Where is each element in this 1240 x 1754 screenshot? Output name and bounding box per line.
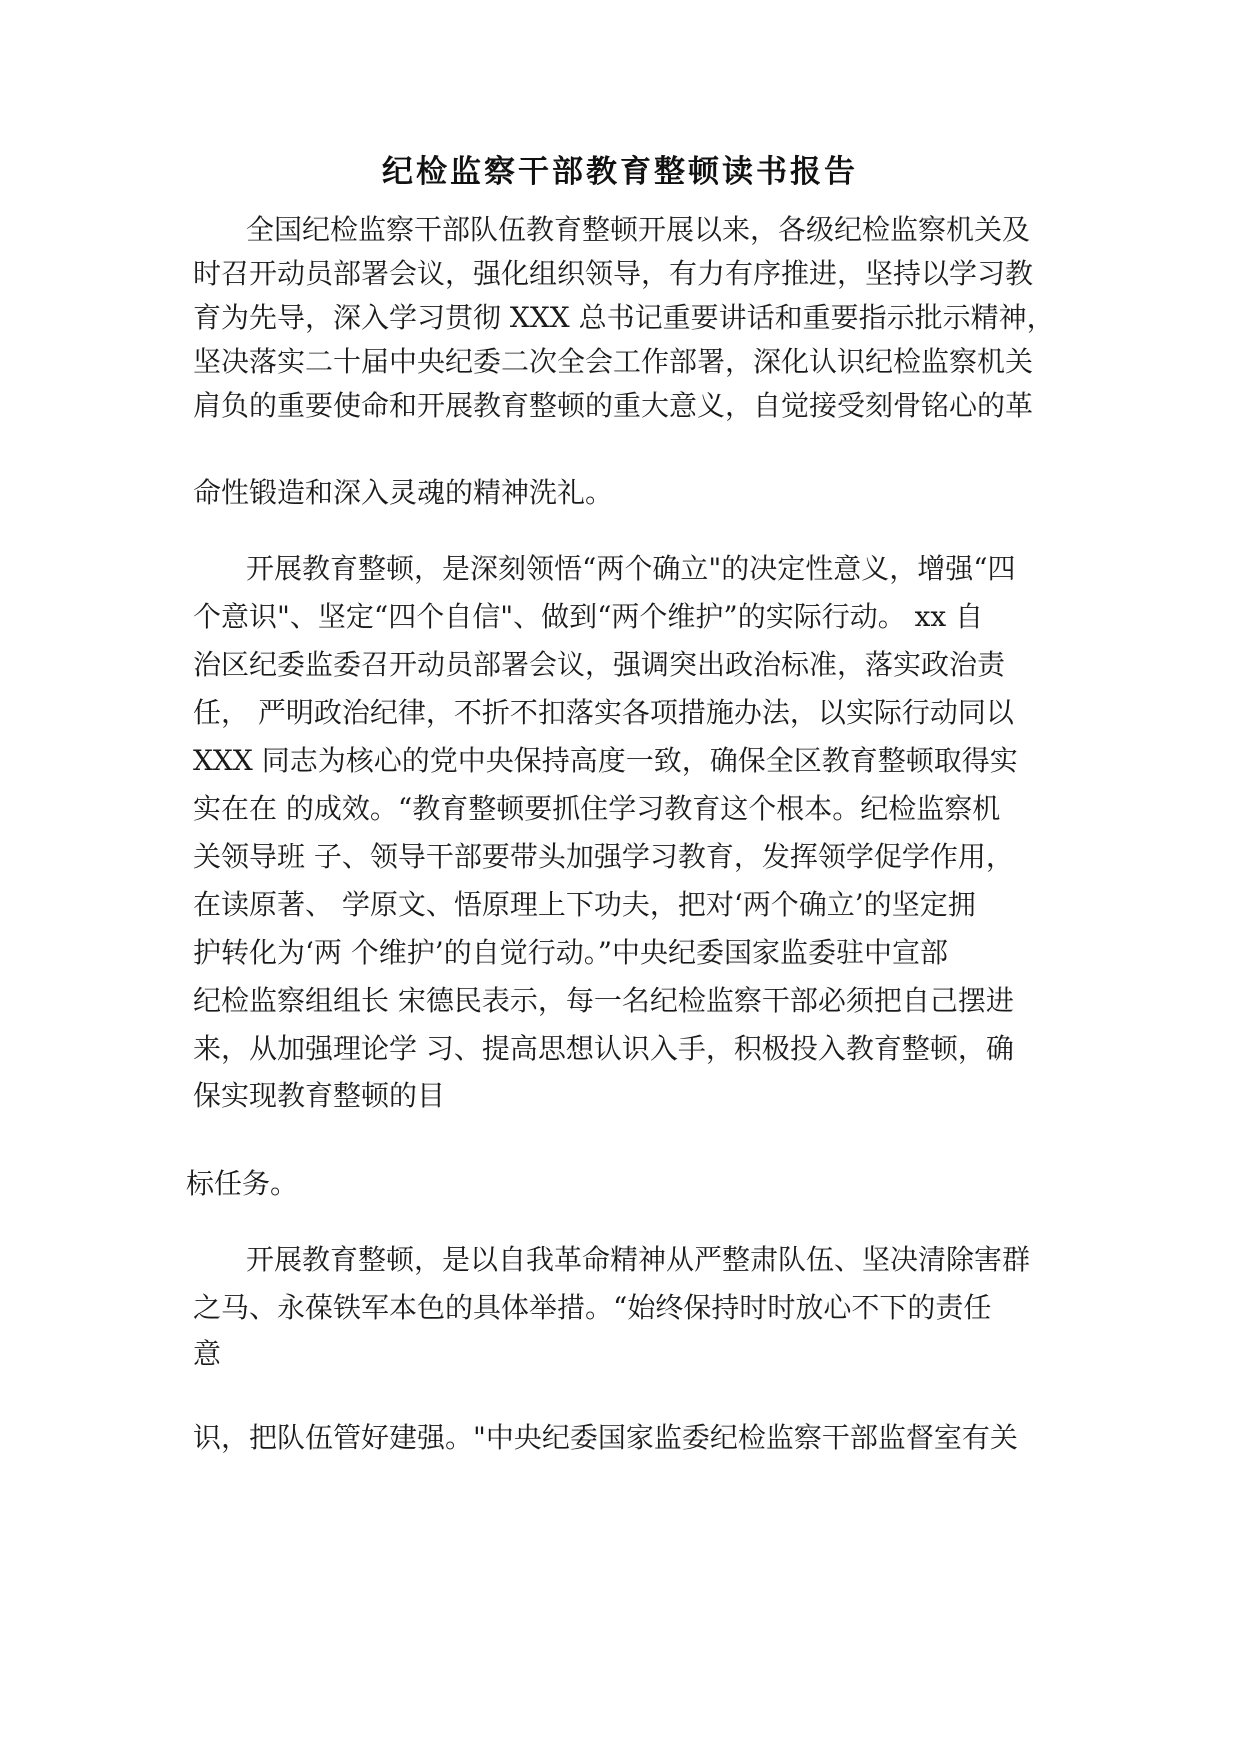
paragraph-line: 识，把队伍管好建强。"中央纪委国家监委纪检监察干部监督室有关 [193,1421,1018,1454]
paragraph-line: 育为先导，深入学习贯彻 XXX 总书记重要讲话和重要指示批示精神， [193,301,1055,334]
paragraph-line: 坚决落实二十届中央纪委二次全会工作部署，深化认识纪检监察机关 [193,345,1034,378]
paragraph-line: 治区纪委监委召开动员部署会议，强调突出政治标准，落实政治责 [193,648,1006,681]
paragraph-line: 全国纪检监察干部队伍教育整顿开展以来，各级纪检监察机关及 [246,213,1031,246]
paragraph-line: 任， 严明政治纪律，不折不扣落实各项措施办法，以实际行动同以 [193,696,1014,729]
paragraph-line: 时召开动员部署会议，强化组织领导，有力有序推进，坚持以学习教 [193,257,1034,290]
document-title: 纪检监察干部教育整顿读书报告 [382,154,858,190]
paragraph-line: 关领导班 子、领导干部要带头加强学习教育，发挥领学促学作用， [193,840,1014,873]
paragraph-line: 命性锻造和深入灵魂的精神洗礼。 [193,476,614,509]
paragraph-line: 肩负的重要使命和开展教育整顿的重大意义，自觉接受刻骨铭心的革 [193,389,1034,422]
paragraph-line: 实在在 的成效。“教育整顿要抓住学习教育这个根本。纪检监察机 [193,792,1001,825]
paragraph-line: 个意识"、坚定“四个自信"、做到“两个维护”的实际行动。 xx 自 [193,600,984,633]
paragraph-line: 意 [193,1337,222,1370]
paragraph-line: 开展教育整顿，是深刻领悟“两个确立"的决定性意义，增强“四 [246,552,1016,585]
paragraph-line: XXX 同志为核心的党中央保持高度一致，确保全区教育整顿取得实 [193,744,1018,777]
paragraph-line: 开展教育整顿，是以自我革命精神从严整肃队伍、坚决清除害群 [246,1243,1031,1276]
paragraph-line: 保实现教育整顿的目 [193,1079,446,1112]
paragraph-line: 在读原著、 学原文、悟原理上下功夫，把对‘两个确立’的坚定拥 [193,888,976,921]
paragraph-line: 标任务。 [186,1167,299,1200]
paragraph-line: 之马、永葆铁军本色的具体举措。“始终保持时时放心不下的责任 [193,1291,992,1324]
paragraph-line: 纪检监察组组长 宋德民表示，每一名纪检监察干部必须把自己摆进 [193,984,1014,1017]
paragraph-line: 来，从加强理论学 习、提高思想认识入手，积极投入教育整顿，确 [193,1032,1014,1065]
paragraph-line: 护转化为‘两 个维护’的自觉行动。”中央纪委国家监委驻中宣部 [193,936,949,969]
